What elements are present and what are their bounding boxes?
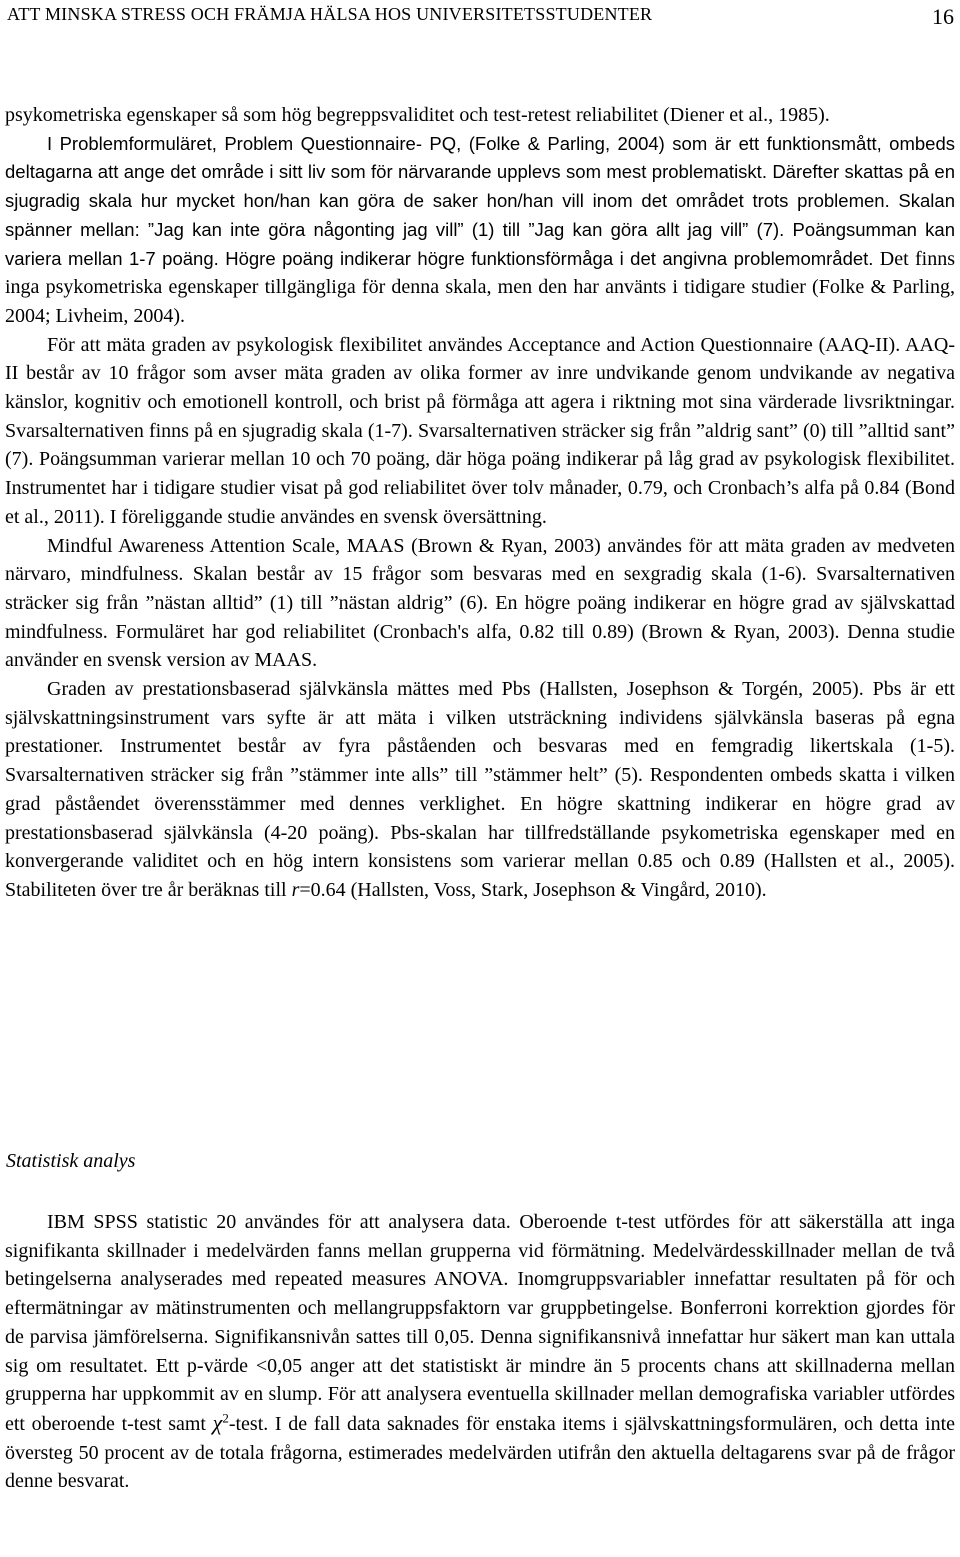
paragraph-pbs-text: Graden av prestationsbaserad självkänsla mättes med Pbs (Hallsten, Josephson & Torgén, 2005). Pbs är ett självskattningsinstrument vars syfte är att mäta i vilken utsträckning individens självkänsla baseras på egna prestationer. Instrumentet består av fyra påståenden och besvaras med en femgradig likertskala (1-5). Svarsalternativen sträcker sig från ”stämmer inte alls” till ”stämmer helt” (5). Respondenten ombeds skatta i vilken grad påståendet överensstämmer med dennes verklighet. En högre skattning indikerar en högre grad av prestationsbaserad självkänsla (4-20 poäng). Pbs-skalan har tillfredställande psykometriska egenskaper med en konvergerande validitet och en hög intern konsistens som varierar mellan 0.85 och 0.89 (Hallsten et al., 2005). Stabiliteten över tre år beräknas till xyxy=(5,678,955,901)
body-text-section-1 xyxy=(5,101,955,905)
paragraph-statistics-text: IBM SPSS statistic 20 användes för att analysera data. Oberoende t-test utfördes för att säkerställa att inga signifikanta skillnader i medelvärden fanns mellan grupperna vid förmätning. Medelvärdesskillnader mellan de två betingelserna analyserades med repeated measures ANOVA. Inomgruppsvariabler innefattar resultaten på för och eftermätningar av mätinstrumenten och mellangruppsfaktorn var gruppbetingelse. Bonferroni korrektion gjordes för de parvisa jämförelserna. Signifikansnivån sattes till 0,05. Denna signifikansnivå innefattar hur säkert man kan uttala sig om resultatet. Ett p-värde <0,05 anger att det statistiskt är mindre än 5 procents chans att skillnaderna mellan grupperna har uppkommit av en slump. För att analysera eventuella skillnader mellan demografiska variabler utfördes ett oberoende t-test samt xyxy=(5,1211,955,1435)
r-symbol: r xyxy=(291,878,300,901)
paragraph-statistics xyxy=(5,1208,955,1496)
running-head: ATT MINSKA STRESS OCH FRÄMJA HÄLSA HOS UNIVERSITETSSTUDENTER xyxy=(7,4,653,24)
paragraph-continuation: psykometriska egenskaper så som hög begreppsvaliditet och test-retest reliabilitet (Diener et al., 1985). xyxy=(5,104,830,126)
paragraph-statistics-text-end: -test. I de fall data saknades för enstaka items i självskattningsformulären, och detta inte översteg 50 procent av de totala frågorna, estimerades medelvärden utifrån den aktuella deltagarens svar på de frågor denne besvarat. xyxy=(5,1412,956,1493)
paragraph-maas: Mindful Awareness Attention Scale, MAAS (Brown & Ryan, 2003) användes för att mäta graden av medveten närvaro, mindfulness. Skalan består av 15 frågor som besvaras med en sexgradig skala (1-6). Svarsalternativen sträcker sig från ”nästan alltid” (1) till ”nästan aldrig” (6). En högre poäng indikerar en högre grad av självskattad mindfulness. Formuläret har god reliabilitet (Cronbach's alfa, 0.82 till 0.89) (Brown & Ryan, 2003). Denna studie använder en svensk version av MAAS. xyxy=(5,534,955,672)
chi-superscript: 2 xyxy=(222,1410,229,1426)
paragraph-aaq: För att mäta graden av psykologisk flexibilitet användes Acceptance and Action Questionnaire (AAQ-II). AAQ-II består av 10 frågor som avser mäta graden av olika former av inre undvikande genom undvikande av negativa känslor, kognitiv och emotionell kontroll, och brist på förmåga att agera i riktning mot sina värderade livsriktningar. Svarsalternativen finns på en sjugradig skala (1-7). Svarsalternativen sträcker sig från ”aldrig sant” (0) till ”alltid sant” (7). Poängsumman varierar mellan 10 och 70 poäng, där höga poäng indikerar på låg grad av psykologisk flexibilitet. Instrumentet har i tidigare studier visat på god reliabilitet över tolv månader, 0.79, och Cronbach’s alfa på 0.84 (Bond et al., 2011). I föreliggande studie användes en svensk översättning. xyxy=(5,333,955,528)
paragraph-pbs-text-end: =0.64 (Hallsten, Voss, Stark, Josephson & Vingård, 2010). xyxy=(299,878,767,901)
paragraph-pbs xyxy=(5,675,955,905)
page-number: 16 xyxy=(932,4,954,29)
section-heading: Statistisk analys xyxy=(6,1150,136,1172)
paragraph-pq xyxy=(5,130,955,331)
chi-symbol: χ xyxy=(212,1409,223,1435)
body-text-section-2 xyxy=(5,1208,955,1496)
paragraph-pq-sans-text: I Problemformuläret, Problem Questionnaire- PQ, (Folke & Parling, 2004) som är ett funktionsmått, ombeds deltagarna att ange det område i sitt liv som för närvarande upplevs som mest problematiskt. Därefter skattas på en sjugradig skala hur mycket hon/han kan göra de saker hon/han vill inom det området trots problemen. Skalan spänner mellan: ”Jag kan inte göra någonting jag vill” (1) till ”Jag kan göra allt jag vill” (7). Poängsumman kan variera mellan 1-7 poäng. Högre poäng indikerar högre funktionsförmåga i det angivna problemområdet. xyxy=(5,132,955,269)
paragraph-pq-serif-text: Det finns inga psykometriska egenskaper tillgängliga för denna skala, men den har använts i tidigare studier (Folke & Parling, 2004; Livheim, 2004). xyxy=(5,247,955,327)
